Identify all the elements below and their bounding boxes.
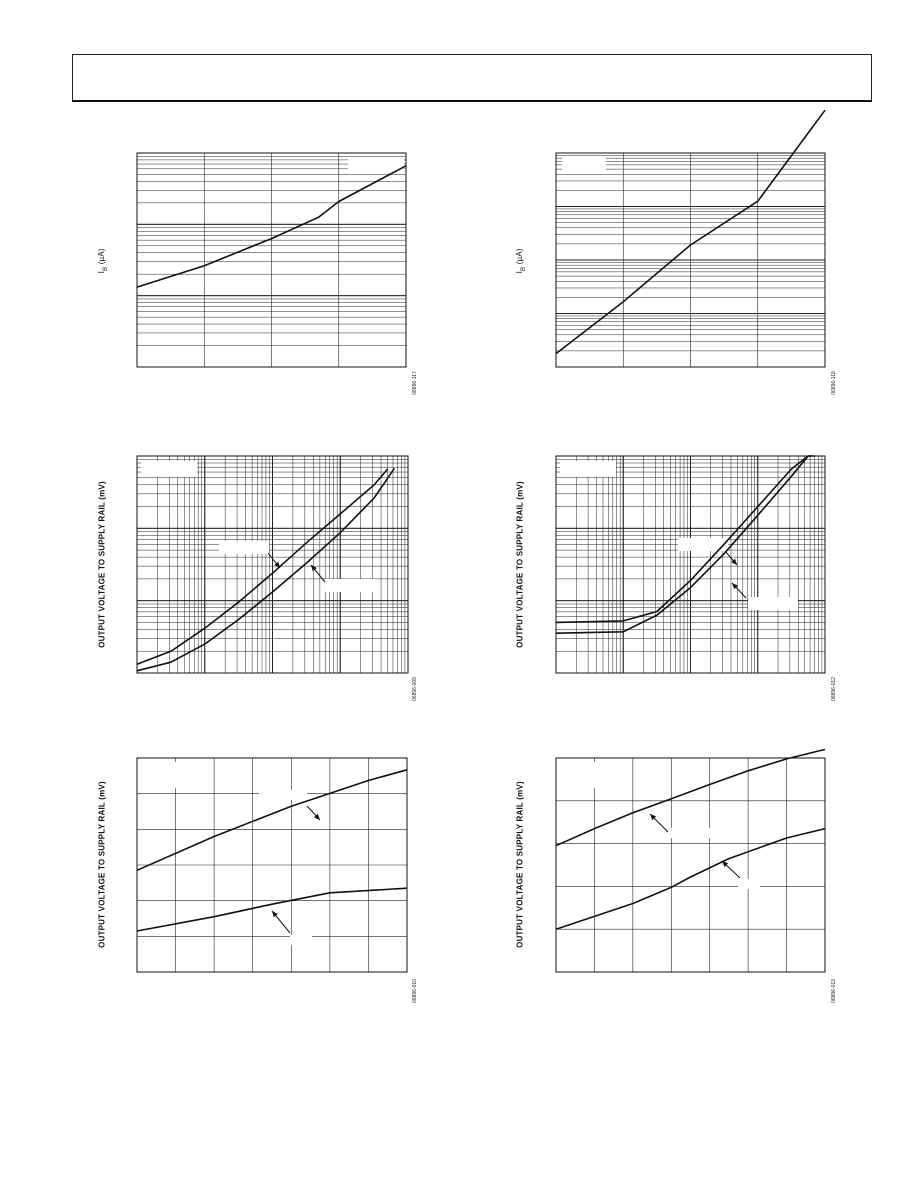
chart-ib-vs-x-right xyxy=(556,153,825,367)
chart-legend-box xyxy=(560,762,600,788)
chart-1-figure-id: 06896-118 xyxy=(830,371,837,395)
chart-1-ylabel: $I_B$ (µA) xyxy=(515,248,527,274)
chart-2-svg xyxy=(137,456,408,673)
chart-3-grid xyxy=(556,456,825,673)
callout-label-box xyxy=(259,790,307,800)
callout-label-box xyxy=(325,579,375,592)
chart-5-figure-id: 06896-013 xyxy=(830,979,837,1003)
chart-legend-box xyxy=(141,461,197,477)
chart-1-svg xyxy=(556,153,825,367)
chart-legend-box xyxy=(562,157,606,171)
chart-5-svg xyxy=(556,758,825,972)
chart-output-voltage-log-right xyxy=(556,456,825,673)
chart-output-voltage-linear-right xyxy=(556,758,825,972)
chart-2-figure-id: 06896-009 xyxy=(411,677,418,701)
chart-4-ylabel: OUTPUT VOLTAGE TO SUPPLY RAIL (mV) xyxy=(97,781,107,948)
callout-label-box xyxy=(738,879,760,889)
chart-3-ylabel: OUTPUT VOLTAGE TO SUPPLY RAIL (mV) xyxy=(515,481,525,648)
chart-2-ylabel: OUTPUT VOLTAGE TO SUPPLY RAIL (mV) xyxy=(97,481,107,648)
chart-frame xyxy=(556,758,825,972)
callout-label-box xyxy=(668,828,714,838)
chart-legend-box xyxy=(141,762,179,788)
chart-legend-box xyxy=(560,461,616,477)
chart-ib-vs-x-left xyxy=(137,153,406,367)
chart-5-grid xyxy=(556,758,825,972)
chart-0-grid xyxy=(137,153,406,367)
callout-label-box xyxy=(290,935,312,945)
series-line-1 xyxy=(137,888,407,931)
chart-output-voltage-log-left xyxy=(137,456,408,673)
chart-4-figure-id: 06896-010 xyxy=(411,979,418,1003)
callout-label-box xyxy=(219,541,269,554)
chart-output-voltage-linear-left xyxy=(137,758,407,972)
callout-label-box xyxy=(748,597,798,610)
series-line-0 xyxy=(137,469,388,664)
chart-3-figure-id: 06896-012 xyxy=(830,677,837,701)
chart-2-grid xyxy=(137,456,408,673)
chart-3-svg xyxy=(556,456,825,673)
chart-1-grid xyxy=(556,153,825,367)
chart-0-svg xyxy=(137,153,406,367)
chart-5-ylabel: OUTPUT VOLTAGE TO SUPPLY RAIL (mV) xyxy=(515,781,525,948)
chart-0-figure-id: 06896-117 xyxy=(411,371,418,395)
chart-legend-box xyxy=(348,157,404,171)
chart-0-ylabel: $I_B$ (µA) xyxy=(97,248,109,274)
page-header-box xyxy=(72,54,872,102)
chart-4-svg xyxy=(137,758,407,972)
